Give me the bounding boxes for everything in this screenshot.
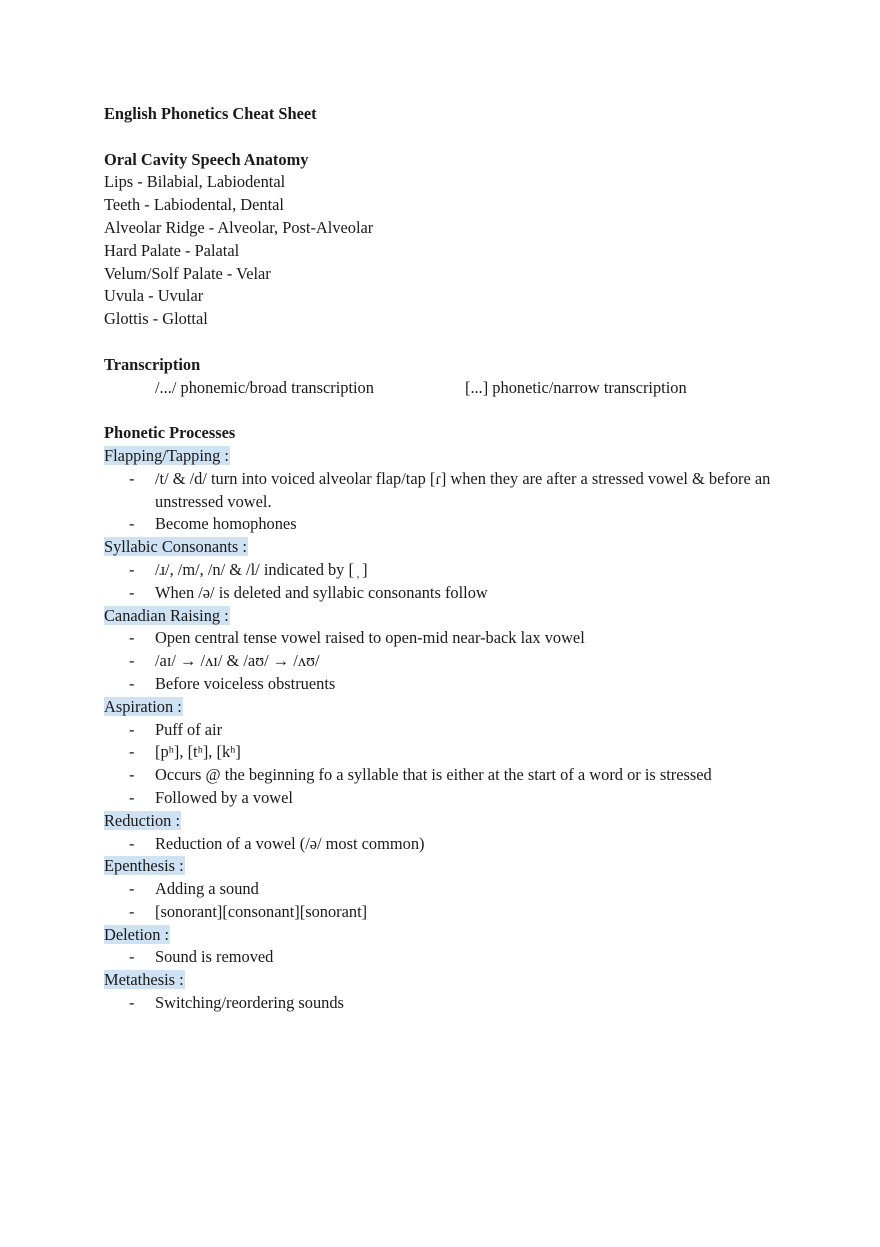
list-item — [104, 582, 804, 605]
document-page — [104, 103, 804, 1015]
dash-bullet: - — [129, 559, 135, 579]
list-item — [104, 513, 804, 536]
list-item-text: Followed by a vowel — [155, 787, 293, 807]
spacer — [104, 331, 804, 354]
process-label-epenthesis — [104, 855, 804, 878]
process-label-flapping — [104, 445, 804, 468]
list-item-text: /aɪ/ → /ʌɪ/ & /aʊ/ → /ʌʊ/ — [155, 651, 320, 671]
spacer — [104, 399, 804, 422]
dash-bullet: - — [129, 628, 135, 648]
highlighted-label: Syllabic Consonants : — [104, 537, 247, 557]
dash-bullet: - — [129, 514, 135, 534]
dash-bullet: - — [129, 787, 135, 807]
dash-bullet: - — [129, 673, 135, 693]
list-item-text: Open central tense vowel raised to open-mid near-back lax vowel — [155, 628, 585, 648]
dash-bullet: - — [129, 993, 135, 1013]
list-item — [104, 468, 804, 514]
list-item-text: Adding a sound — [155, 879, 259, 899]
list-item — [104, 673, 804, 696]
anatomy-heading: Oral Cavity Speech Anatomy — [104, 149, 309, 169]
dash-bullet: - — [129, 765, 135, 785]
dash-bullet: - — [129, 947, 135, 967]
highlighted-label: Aspiration : — [104, 696, 182, 716]
dash-bullet: - — [129, 468, 135, 488]
page-title: English Phonetics Cheat Sheet — [104, 104, 317, 123]
list-item-text: Switching/reordering sounds — [155, 993, 344, 1013]
highlighted-label: Metathesis : — [104, 970, 184, 990]
process-label-reduction — [104, 810, 804, 833]
dash-bullet: - — [129, 901, 135, 921]
highlighted-label: Reduction : — [104, 810, 181, 830]
process-label-deletion — [104, 924, 804, 947]
highlighted-label: Flapping/Tapping : — [104, 445, 229, 465]
list-item — [104, 992, 804, 1015]
anatomy-item: Lips - Bilabial, Labiodental — [104, 172, 286, 192]
list-item-text: [sonorant][consonant][sonorant] — [155, 901, 368, 921]
highlighted-label: Canadian Raising : — [104, 605, 229, 625]
process-label-raising — [104, 605, 804, 628]
dash-bullet: - — [129, 719, 135, 739]
list-item-text: When /ə/ is deleted and syllabic consonants follow — [155, 582, 488, 602]
list-item — [104, 559, 804, 582]
process-label-aspiration — [104, 696, 804, 719]
anatomy-item: Hard Palate - Palatal — [104, 240, 240, 260]
dash-bullet: - — [129, 879, 135, 899]
list-item — [104, 627, 804, 650]
spacer — [104, 126, 804, 149]
list-item-text: Puff of air — [155, 719, 223, 739]
process-label-metathesis — [104, 969, 804, 992]
highlighted-label: Epenthesis : — [104, 856, 184, 876]
list-item-text: Occurs @ the beginning fo a syllable that is either at the start of a word or is stressed — [155, 765, 712, 785]
dash-bullet: - — [129, 833, 135, 853]
list-item — [104, 719, 804, 742]
process-label-syllabic — [104, 536, 804, 559]
list-item — [104, 878, 804, 901]
phonemic-transcription: /.../ phonemic/broad transcription — [155, 377, 374, 397]
list-item-text: /ɹ/, /m/, /n/ & /l/ indicated by [ ̩ ] — [155, 559, 368, 579]
dash-bullet: - — [129, 742, 135, 762]
list-item — [104, 901, 804, 924]
transcription-heading: Transcription — [104, 354, 201, 374]
anatomy-item: Glottis - Glottal — [104, 309, 208, 329]
dash-bullet: - — [129, 651, 135, 671]
anatomy-item: Alveolar Ridge - Alveolar, Post-Alveolar — [104, 217, 374, 237]
list-item — [104, 787, 804, 810]
list-item — [104, 650, 804, 673]
list-item-text: [pʰ], [tʰ], [kʰ] — [155, 742, 241, 762]
list-item-text: Before voiceless obstruents — [155, 673, 336, 693]
list-item — [104, 946, 804, 969]
dash-bullet: - — [129, 582, 135, 602]
list-item-text: Sound is removed — [155, 947, 274, 967]
transcription-row — [104, 377, 804, 400]
list-item — [104, 833, 804, 856]
anatomy-item: Velum/Solf Palate - Velar — [104, 263, 271, 283]
phonetic-transcription: [...] phonetic/narrow transcription — [465, 377, 687, 397]
list-item-text: Become homophones — [155, 514, 297, 534]
list-item — [104, 741, 804, 764]
list-item-text: /t/ & /d/ turn into voiced alveolar flap/tap [ɾ] when they are after a stressed vowel & before an unstressed vowel. — [155, 468, 771, 511]
list-item-text: Reduction of a vowel (/ə/ most common) — [155, 833, 425, 853]
processes-heading: Phonetic Processes — [104, 423, 236, 443]
highlighted-label: Deletion : — [104, 924, 170, 944]
anatomy-item: Uvula - Uvular — [104, 286, 204, 306]
list-item — [104, 764, 804, 787]
anatomy-item: Teeth - Labiodental, Dental — [104, 195, 284, 215]
